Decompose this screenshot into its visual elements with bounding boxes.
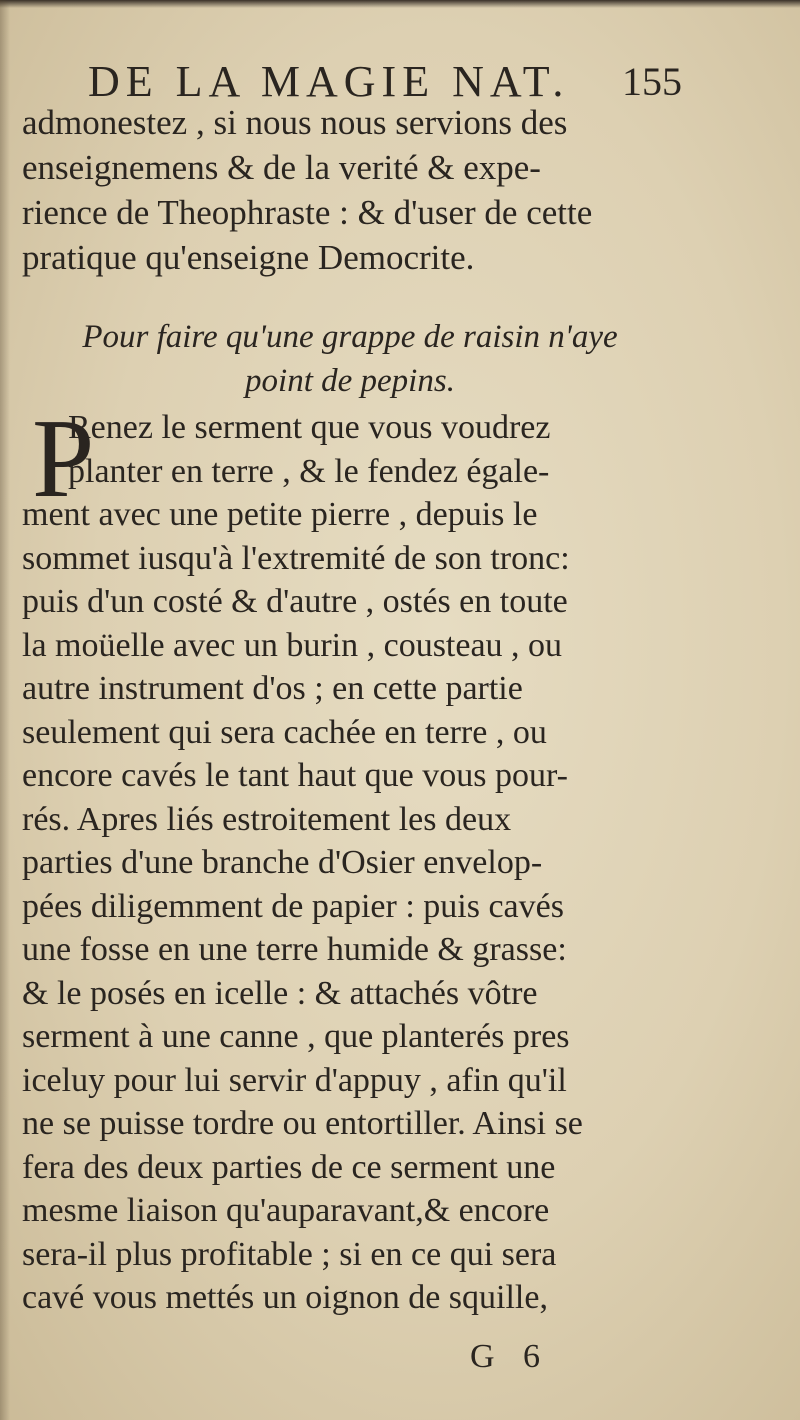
text-line: autre instrument d'os ; en cette partie	[22, 670, 523, 707]
page-gutter-shadow	[0, 0, 10, 1420]
paragraph-2	[22, 397, 702, 1319]
text-line: la moüelle avec un burin , cousteau , ou	[22, 626, 563, 664]
text-line: enseignemens & de la verité & expe-	[22, 148, 541, 187]
text-line: pées diligemment de papier : puis cavés	[22, 887, 564, 925]
text-line: sera-il plus profitable ; si en ce qui sera	[22, 1235, 557, 1273]
text-line: admonestez , si nous nous servions des	[22, 103, 568, 142]
text-line: pratique qu'enseigne Democrite.	[22, 238, 475, 277]
text-line: parties d'une branche d'Osier envelop-	[22, 844, 543, 881]
text-line: seulement qui sera cachée en terre , ou	[22, 713, 547, 751]
text-line: ment avec une petite pierre , depuis le	[22, 496, 538, 533]
text-line: serment à une canne , que planterés pres	[22, 1018, 570, 1055]
text-line: iceluy pour lui servir d'appuy , afin qu'il	[22, 1061, 567, 1099]
paragraph-1	[22, 100, 702, 280]
signature-mark: G 6	[470, 1338, 551, 1375]
text-line: mesme liaison qu'auparavant,& encore	[22, 1192, 550, 1229]
text-line: Renez le serment que vous voudrez	[68, 409, 551, 446]
text-line: & le posés en icelle : & attachés vôtre	[22, 974, 538, 1012]
page-top-edge	[0, 0, 800, 8]
text-line: rience de Theophraste : & d'user de cette	[22, 193, 593, 232]
text-line: cavé vous mettés un oignon de squille,	[22, 1279, 548, 1316]
text-line: ne se puisse tordre ou entortiller. Ainsi se	[22, 1105, 583, 1142]
text-line: fera des deux parties de ce serment une	[22, 1148, 556, 1186]
text-line: puis d'un costé & d'autre , ostés en toute	[22, 583, 568, 620]
text-line: planter en terre , & le fendez égale-	[68, 452, 550, 490]
text-line: rés. Apres liés estroitement les deux	[22, 800, 512, 838]
text-line: sommet iusqu'à l'extremité de son tronc:	[22, 539, 570, 577]
running-head: DE LA MAGIE NAT.	[88, 57, 570, 106]
section-heading	[40, 315, 660, 403]
drop-cap: P	[32, 397, 95, 521]
text-line: une fosse en une terre humide & grasse:	[22, 931, 567, 968]
heading-line: point de pepins.	[245, 363, 455, 399]
page-number: 155	[622, 59, 682, 104]
text-line: encore cavés le tant haut que vous pour-	[22, 757, 568, 794]
heading-line: Pour faire qu'une grappe de raisin n'aye	[82, 319, 618, 355]
